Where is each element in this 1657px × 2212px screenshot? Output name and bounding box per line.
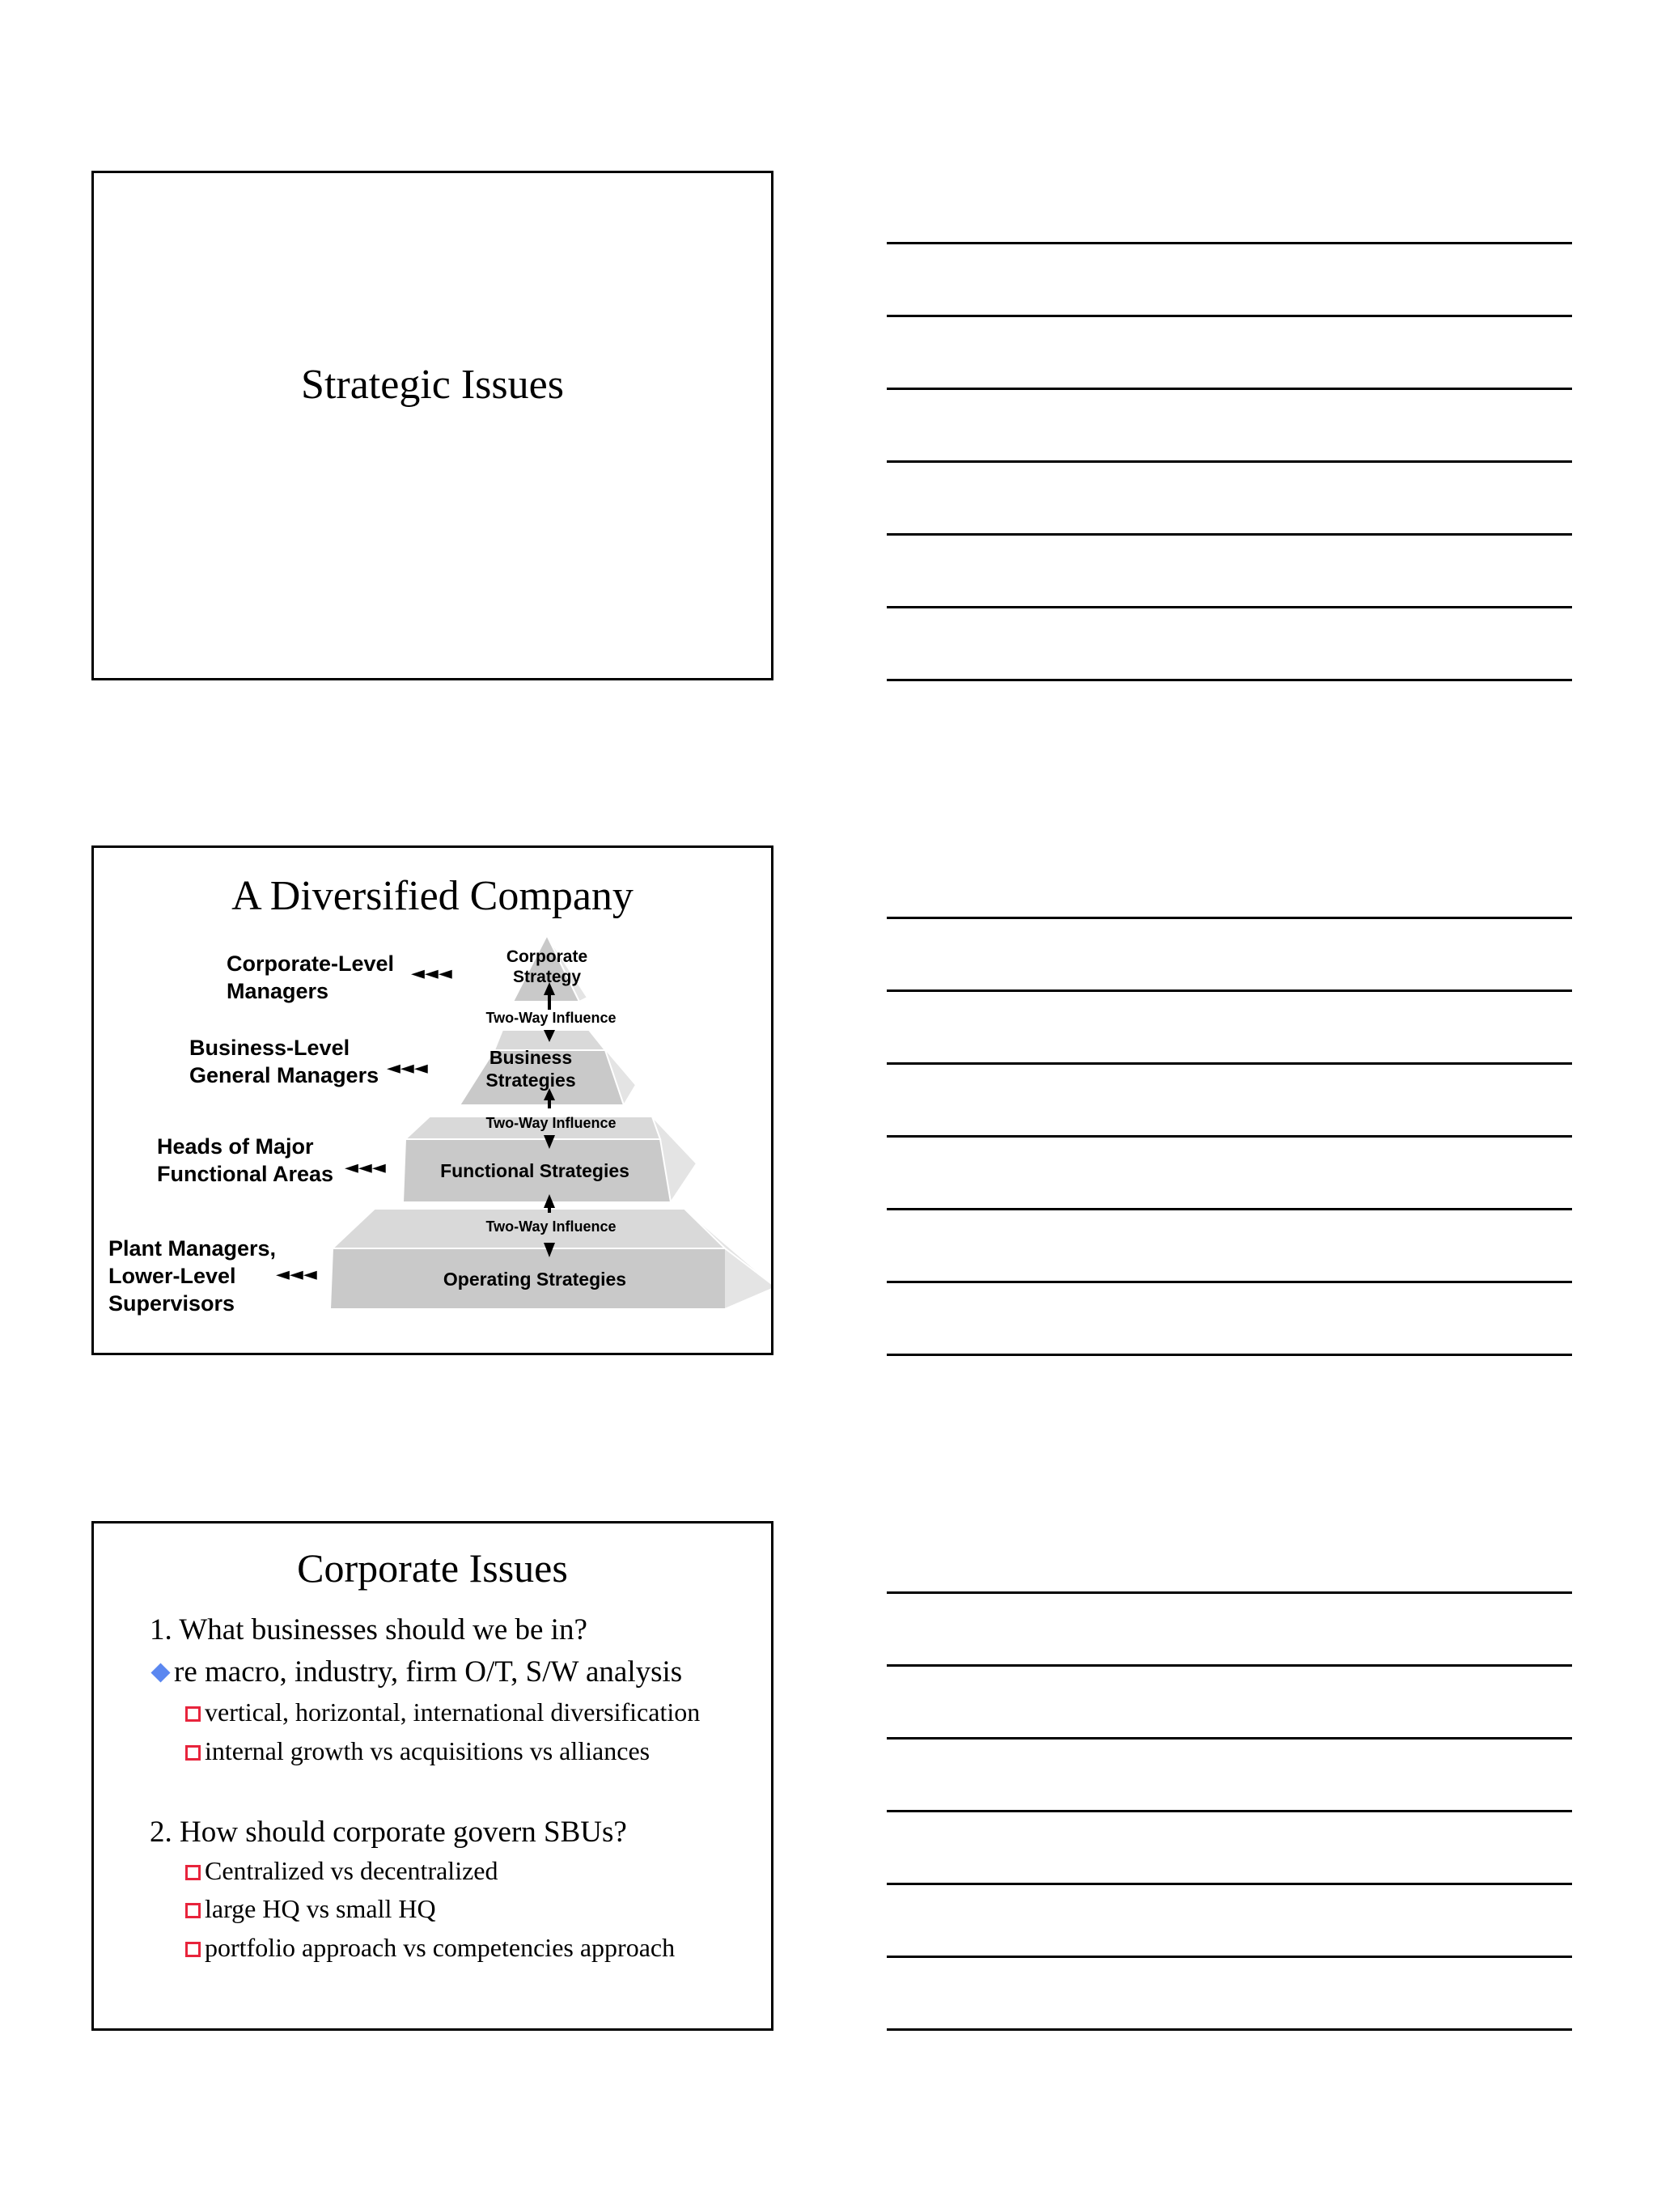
note-line <box>887 606 1572 608</box>
note-line <box>887 1062 1572 1065</box>
note-line <box>887 1956 1572 1958</box>
question-1: 1. What businesses should we be in? <box>150 1613 587 1646</box>
level-label-business: Business-Level General Managers <box>189 1036 379 1087</box>
sub-bullet-item <box>185 1933 675 1963</box>
square-bullet-icon <box>185 1865 201 1880</box>
note-line <box>887 1810 1572 1812</box>
influence-label: Two-Way Influence <box>485 1218 617 1235</box>
level-label-operating: Plant Managers, Lower-Level Supervisors <box>108 1236 277 1316</box>
slide-title: Corporate Issues <box>297 1545 568 1591</box>
influence-label: Two-Way Influence <box>485 1010 617 1026</box>
level-label-corporate: Corporate-Level Managers <box>227 951 395 1003</box>
note-line <box>887 1591 1572 1594</box>
tier-label-operating: Operating Strategies <box>443 1269 627 1290</box>
square-bullet-icon <box>185 1706 201 1722</box>
note-line <box>887 242 1572 244</box>
note-line <box>887 1737 1572 1740</box>
note-line <box>887 1664 1572 1667</box>
note-line <box>887 1281 1572 1283</box>
question-2: 2. How should corporate govern SBUs? <box>150 1816 627 1849</box>
tier-label-functional: Functional Strategies <box>440 1160 629 1181</box>
note-line <box>887 2028 1572 2031</box>
sub-bullet-item <box>185 1697 700 1727</box>
tier-label-business: Business Strategies <box>485 1047 576 1091</box>
bullet-text: Centralized vs decentralized <box>205 1856 498 1885</box>
slide-diversified-company <box>91 845 773 1355</box>
level-label-functional: Heads of Major Functional Areas <box>157 1134 334 1186</box>
slide-corporate-issues <box>91 1521 773 2031</box>
diamond-bullet-icon <box>150 1663 170 1682</box>
square-bullet-icon <box>185 1942 201 1957</box>
note-line <box>887 315 1572 317</box>
pointer-arrows-icon: ◄◄◄ <box>387 1058 428 1078</box>
note-line <box>887 917 1572 919</box>
bullet-text: vertical, horizontal, international diversification <box>205 1697 701 1727</box>
note-line <box>887 1135 1572 1138</box>
slide-strategic-issues <box>91 171 773 680</box>
bullet-text: large HQ vs small HQ <box>205 1894 436 1923</box>
tier-label-corporate: Corporate Strategy <box>506 947 588 986</box>
note-line <box>887 533 1572 536</box>
note-line <box>887 388 1572 390</box>
note-line <box>887 1354 1572 1356</box>
note-line <box>887 1883 1572 1885</box>
square-bullet-icon <box>185 1903 201 1918</box>
pointer-arrows-icon: ◄◄◄ <box>411 964 452 984</box>
pointer-arrows-icon: ◄◄◄ <box>345 1158 386 1178</box>
influence-label: Two-Way Influence <box>485 1115 617 1131</box>
note-line <box>887 679 1572 681</box>
note-line <box>887 1208 1572 1210</box>
note-line <box>887 989 1572 992</box>
slide-title: Strategic Issues <box>301 362 564 408</box>
bullet-text: re macro, industry, firm O/T, S/W analysis <box>174 1655 683 1689</box>
bullet-text: portfolio approach vs competencies approach <box>205 1933 676 1962</box>
bullet-item <box>150 1655 682 1689</box>
sub-bullet-item <box>185 1736 650 1766</box>
square-bullet-icon <box>185 1745 201 1761</box>
note-line <box>887 460 1572 463</box>
sub-bullet-item <box>185 1894 436 1924</box>
bullet-text: internal growth vs acquisitions vs alliances <box>205 1736 651 1765</box>
pointer-arrows-icon: ◄◄◄ <box>276 1265 317 1285</box>
sub-bullet-item <box>185 1856 498 1886</box>
slide-title: A Diversified Company <box>231 873 634 919</box>
